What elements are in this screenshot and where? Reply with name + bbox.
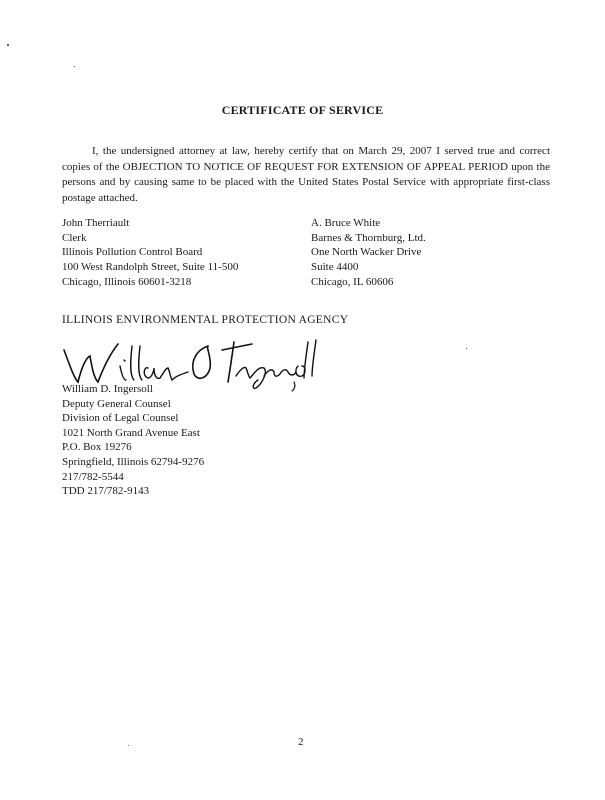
recipient-line: Illinois Pollution Control Board bbox=[62, 246, 203, 259]
scan-speck bbox=[128, 745, 129, 746]
signer-line: 217/782-5544 bbox=[62, 470, 124, 483]
recipient-line: John Therriault bbox=[62, 217, 130, 229]
recipient-line: Chicago, IL 60606 bbox=[311, 275, 394, 288]
signer-line: P.O. Box 19276 bbox=[62, 441, 132, 454]
recipient-block-right bbox=[311, 216, 426, 290]
signer-line: 1021 North Grand Avenue East bbox=[62, 426, 200, 439]
signer-line: Deputy General Counsel bbox=[62, 397, 171, 410]
signer-line: Division of Legal Counsel bbox=[62, 412, 179, 425]
recipient-line: 100 West Randolph Street, Suite 11-500 bbox=[62, 261, 239, 274]
page-title: CERTIFICATE OF SERVICE bbox=[221, 103, 384, 117]
certification-text: I, the undersigned attorney at law, hereby certify that on March 29, 2007 I served true and correct copies of the OBJECTION TO NOTICE OF REQUEST FOR EXTENSION OF APPEAL PERIOD upon the persons and by causing same to be placed with the United States Postal Service with appropriate first-class postage attached. bbox=[62, 145, 550, 204]
signer-line: Springfield, Illinois 62794-9276 bbox=[62, 455, 205, 468]
scan-speck bbox=[7, 44, 9, 46]
scan-speck bbox=[74, 66, 75, 67]
signer-block bbox=[62, 382, 204, 499]
scan-speck bbox=[466, 348, 467, 349]
recipient-line: Chicago, Illinois 60601-3218 bbox=[62, 275, 192, 288]
recipient-line: Barnes & Thornburg, Ltd. bbox=[311, 231, 426, 244]
signer-line: William D. Ingersoll bbox=[62, 383, 153, 395]
recipient-block-left bbox=[62, 216, 238, 290]
recipient-line: Clerk bbox=[62, 231, 87, 244]
signer-line: TDD 217/782-9143 bbox=[62, 485, 150, 498]
recipient-line: One North Wacker Drive bbox=[311, 246, 422, 259]
recipient-line: Suite 4400 bbox=[311, 261, 359, 274]
certification-paragraph bbox=[62, 144, 550, 206]
page-number: 2 bbox=[298, 736, 304, 748]
recipient-line: A. Bruce White bbox=[311, 217, 381, 229]
agency-name: ILLINOIS ENVIRONMENTAL PROTECTION AGENCY bbox=[62, 314, 349, 326]
